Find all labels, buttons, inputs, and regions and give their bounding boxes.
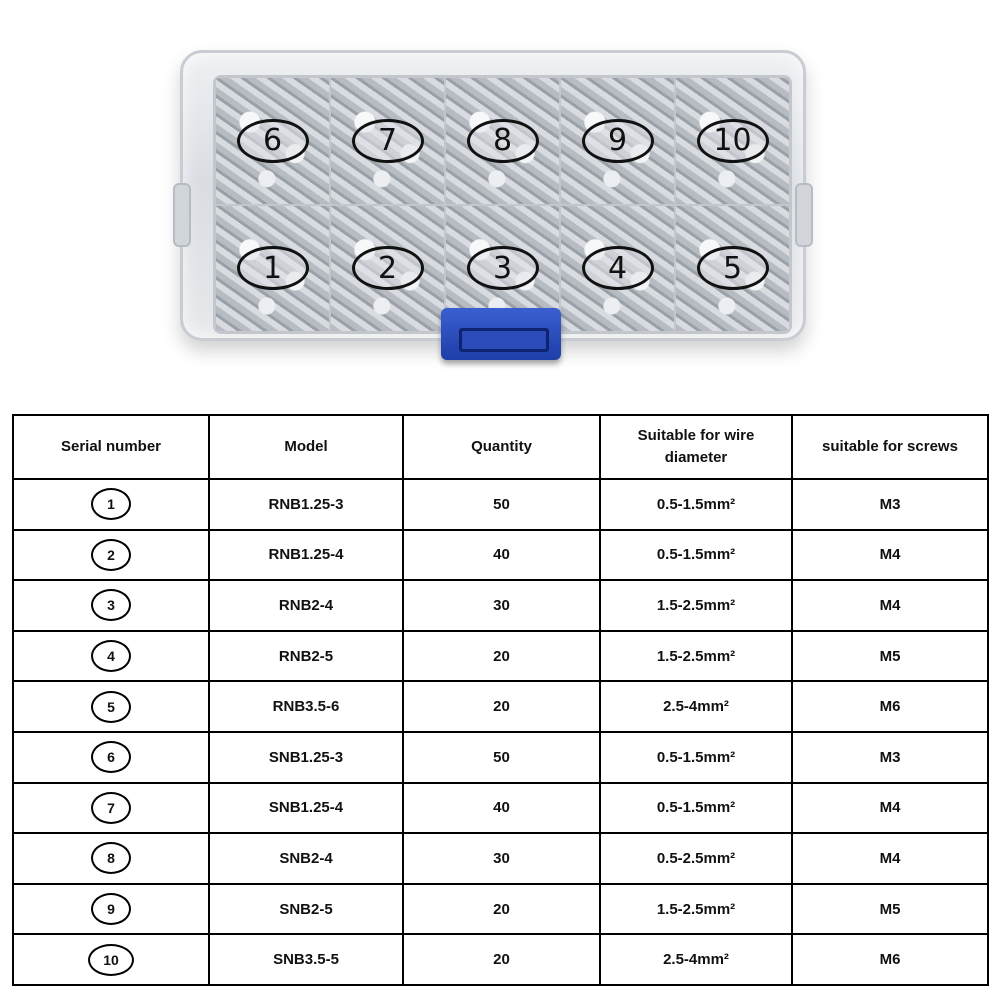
model-cell: SNB1.25-4 bbox=[209, 783, 403, 834]
screw-cell: M3 bbox=[792, 732, 988, 783]
model-cell: RNB2-5 bbox=[209, 631, 403, 682]
screw-cell: M4 bbox=[792, 833, 988, 884]
model-cell: RNB1.25-4 bbox=[209, 530, 403, 581]
screw-cell: M3 bbox=[792, 479, 988, 530]
screw-cell: M6 bbox=[792, 934, 988, 985]
quantity-cell: 20 bbox=[403, 631, 600, 682]
compartment bbox=[330, 77, 445, 205]
wire-cell: 0.5-1.5mm² bbox=[600, 732, 792, 783]
wire-cell: 0.5-2.5mm² bbox=[600, 833, 792, 884]
serial-cell bbox=[13, 783, 209, 834]
serial-cell bbox=[13, 833, 209, 884]
table-row bbox=[13, 783, 988, 834]
screw-cell: M4 bbox=[792, 530, 988, 581]
serial-badge: 5 bbox=[91, 691, 131, 723]
screw-cell: M6 bbox=[792, 681, 988, 732]
model-cell: RNB1.25-3 bbox=[209, 479, 403, 530]
serial-badge: 6 bbox=[91, 741, 131, 773]
header-wire-diameter-label: Suitable for wire diameter bbox=[637, 427, 755, 466]
screw-cell: M5 bbox=[792, 884, 988, 935]
model-cell: SNB2-4 bbox=[209, 833, 403, 884]
quantity-cell: 50 bbox=[403, 732, 600, 783]
wire-cell: 0.5-1.5mm² bbox=[600, 530, 792, 581]
wire-cell: 0.5-1.5mm² bbox=[600, 783, 792, 834]
serial-badge: 3 bbox=[91, 589, 131, 621]
specification-table bbox=[12, 414, 989, 986]
box-hinge-left bbox=[173, 183, 191, 247]
serial-cell bbox=[13, 884, 209, 935]
serial-badge: 2 bbox=[91, 539, 131, 571]
serial-cell bbox=[13, 530, 209, 581]
serial-badge: 9 bbox=[91, 893, 131, 925]
table-row bbox=[13, 934, 988, 985]
compartment bbox=[215, 77, 330, 205]
header-wire-diameter bbox=[600, 415, 792, 479]
serial-badge: 10 bbox=[88, 944, 134, 976]
compartment bbox=[215, 205, 330, 333]
model-cell: SNB3.5-5 bbox=[209, 934, 403, 985]
terminal-storage-box bbox=[180, 50, 806, 341]
screw-cell: M4 bbox=[792, 580, 988, 631]
quantity-cell: 30 bbox=[403, 580, 600, 631]
header-screws: suitable for screws bbox=[792, 415, 988, 479]
latch-slot bbox=[459, 328, 549, 352]
quantity-cell: 20 bbox=[403, 934, 600, 985]
compartment bbox=[560, 205, 675, 333]
table-row bbox=[13, 479, 988, 530]
serial-cell bbox=[13, 631, 209, 682]
screw-cell: M5 bbox=[792, 631, 988, 682]
compartment-label: 5 bbox=[697, 246, 769, 290]
table-row bbox=[13, 833, 988, 884]
table-row bbox=[13, 580, 988, 631]
compartment-label: 7 bbox=[352, 119, 424, 163]
compartment-label: 3 bbox=[467, 246, 539, 290]
wire-cell: 0.5-1.5mm² bbox=[600, 479, 792, 530]
quantity-cell: 30 bbox=[403, 833, 600, 884]
wire-cell: 1.5-2.5mm² bbox=[600, 580, 792, 631]
table-row bbox=[13, 732, 988, 783]
wire-cell: 1.5-2.5mm² bbox=[600, 884, 792, 935]
quantity-cell: 20 bbox=[403, 884, 600, 935]
wire-cell: 1.5-2.5mm² bbox=[600, 631, 792, 682]
compartment-label: 6 bbox=[237, 119, 309, 163]
box-hinge-right bbox=[795, 183, 813, 247]
compartment bbox=[675, 77, 790, 205]
serial-badge: 7 bbox=[91, 792, 131, 824]
header-serial-number: Serial number bbox=[13, 415, 209, 479]
screw-cell: M4 bbox=[792, 783, 988, 834]
quantity-cell: 40 bbox=[403, 530, 600, 581]
serial-cell bbox=[13, 934, 209, 985]
header-model: Model bbox=[209, 415, 403, 479]
compartment bbox=[330, 205, 445, 333]
compartment bbox=[445, 77, 560, 205]
quantity-cell: 20 bbox=[403, 681, 600, 732]
wire-cell: 2.5-4mm² bbox=[600, 934, 792, 985]
model-cell: RNB2-4 bbox=[209, 580, 403, 631]
quantity-cell: 50 bbox=[403, 479, 600, 530]
compartment-label: 10 bbox=[697, 119, 769, 163]
compartment-label: 8 bbox=[467, 119, 539, 163]
serial-badge: 1 bbox=[91, 488, 131, 520]
compartment bbox=[560, 77, 675, 205]
compartment bbox=[675, 205, 790, 333]
serial-cell bbox=[13, 681, 209, 732]
table-row bbox=[13, 681, 988, 732]
compartment-label: 4 bbox=[582, 246, 654, 290]
compartment-grid bbox=[213, 75, 792, 334]
serial-cell bbox=[13, 479, 209, 530]
serial-cell bbox=[13, 580, 209, 631]
product-photo bbox=[170, 40, 830, 365]
table-row bbox=[13, 631, 988, 682]
compartment-label: 9 bbox=[582, 119, 654, 163]
box-latch bbox=[441, 308, 561, 360]
compartment-label: 1 bbox=[237, 246, 309, 290]
model-cell: SNB2-5 bbox=[209, 884, 403, 935]
compartment-label: 2 bbox=[352, 246, 424, 290]
quantity-cell: 40 bbox=[403, 783, 600, 834]
table-row bbox=[13, 530, 988, 581]
serial-cell bbox=[13, 732, 209, 783]
wire-cell: 2.5-4mm² bbox=[600, 681, 792, 732]
serial-badge: 8 bbox=[91, 842, 131, 874]
model-cell: RNB3.5-6 bbox=[209, 681, 403, 732]
serial-badge: 4 bbox=[91, 640, 131, 672]
table-header-row bbox=[13, 415, 988, 479]
header-quantity: Quantity bbox=[403, 415, 600, 479]
model-cell: SNB1.25-3 bbox=[209, 732, 403, 783]
table-row bbox=[13, 884, 988, 935]
